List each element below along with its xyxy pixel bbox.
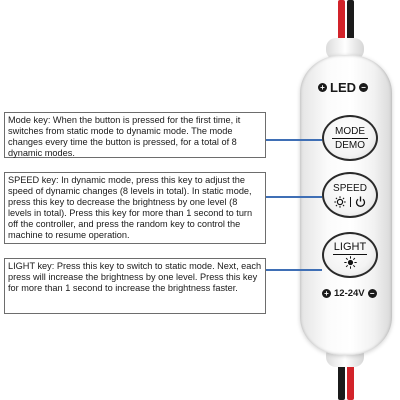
- light-divider: [333, 254, 367, 255]
- speed-label: SPEED: [333, 182, 367, 194]
- mode-pointer-line: [266, 139, 322, 141]
- speed-button[interactable]: [322, 172, 378, 218]
- icon-separator: [350, 197, 351, 207]
- bottom-black-wire: [338, 362, 345, 400]
- led-label: LED: [330, 80, 356, 95]
- mode-divider: [332, 138, 368, 139]
- voltage-label-row: [322, 288, 377, 299]
- plus-icon: +: [322, 289, 331, 298]
- speed-icons: [334, 196, 366, 208]
- voltage-label: 12-24V: [334, 288, 365, 299]
- light-button[interactable]: [322, 232, 378, 278]
- light-key-description: LIGHT key: Press this key to switch to static mode. Next, each press will increase the brightness by one level. Press this key for more than 1 second to increase the brightness faster.: [4, 258, 266, 314]
- demo-label: DEMO: [335, 139, 365, 151]
- mode-key-description: Mode key: When the button is pressed for the first time, it switches from static mode to dynamic mode. The mode changes every time the button is pressed, for a total of 8 dynamic modes.: [4, 112, 266, 158]
- bottom-red-wire: [347, 362, 354, 400]
- light-label: LIGHT: [333, 240, 367, 253]
- minus-icon: −: [359, 83, 368, 92]
- minus-icon: −: [368, 289, 377, 298]
- burst-icon: [344, 256, 357, 269]
- mode-label: MODE: [335, 125, 365, 137]
- power-icon: [355, 196, 366, 208]
- mode-demo-button[interactable]: [322, 115, 378, 161]
- sun-icon: [334, 196, 346, 208]
- speed-key-description: SPEED key: In dynamic mode, press this key to adjust the speed of dynamic changes (8 levels in total). In static mode, press this key to decrease the brightness by one level (8 levels in total). Press this key for more than 1 second to turn off the controller, and press the random key to control the machine to resume operation.: [4, 172, 266, 244]
- led-label-row: [318, 80, 368, 95]
- light-pointer-line: [266, 269, 322, 271]
- speed-pointer-line: [266, 196, 322, 198]
- plus-icon: +: [318, 83, 327, 92]
